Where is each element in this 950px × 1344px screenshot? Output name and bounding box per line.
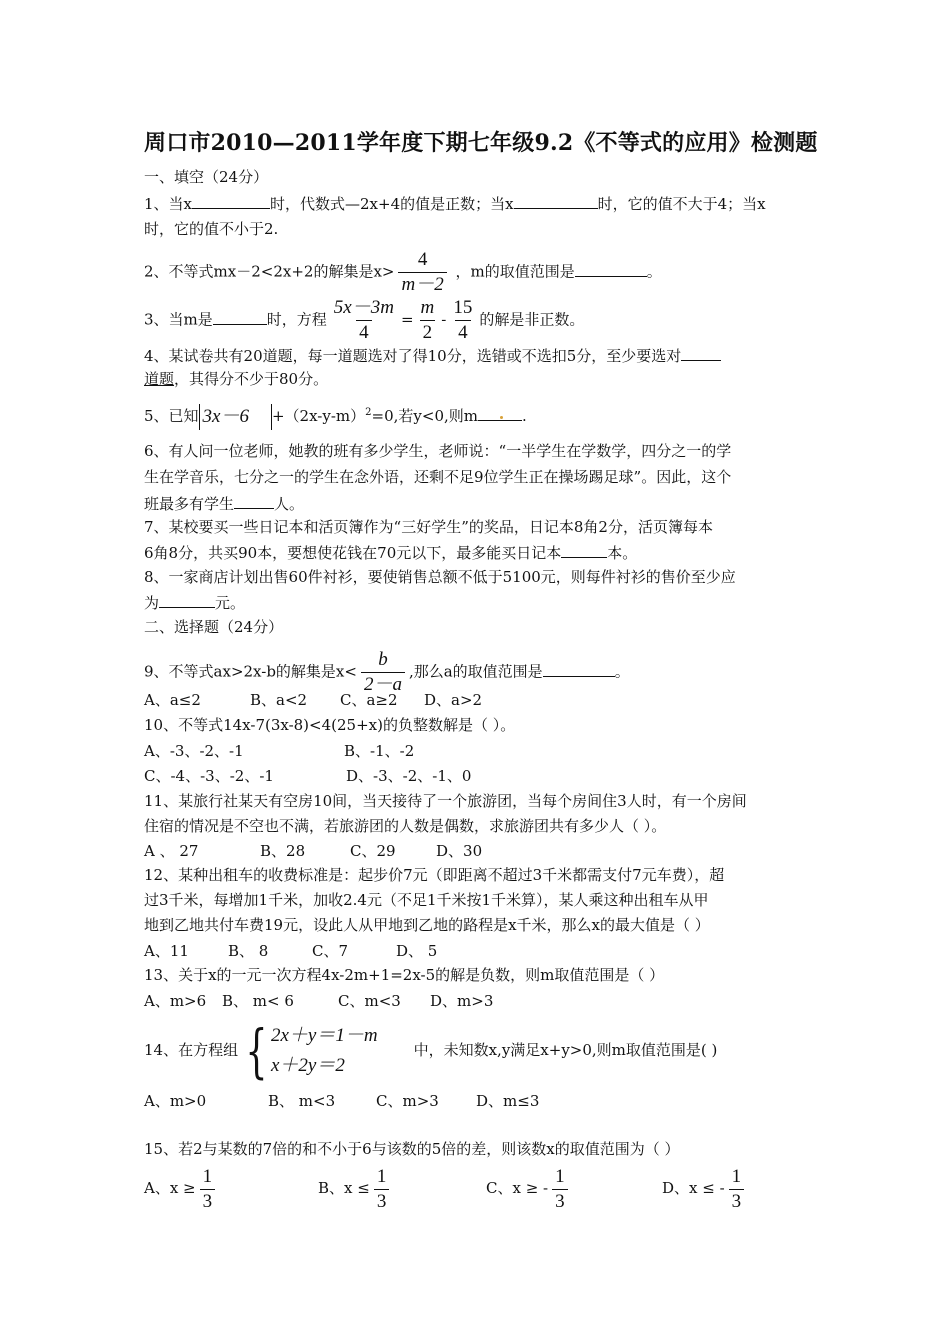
- question-7-line-2: 6角8分，共买90本，要想使花钱在70元以下，最多能买日记本 本。: [144, 541, 637, 564]
- section-choice-heading: 二、选择题（24分）: [144, 618, 284, 636]
- question-10: 10、不等式14x-7(3x-8)<4(25+x)的负整数解是（ ）。: [144, 716, 516, 734]
- answer-blank[interactable]: [478, 404, 522, 421]
- option-b[interactable]: B、 m< 6: [222, 992, 294, 1010]
- question-12-line-1: 12、某种出租车的收费标准是：起步价7元（即距离不超过3千米都需支付7元车费），超: [144, 866, 725, 884]
- question-15: 15、若2与某数的7倍的和不小于6与该数的5倍的差，则该数x的取值范围为（ ）: [144, 1140, 680, 1158]
- question-9-options: [144, 689, 482, 711]
- fraction: $\frac{15}{4}$: [453, 297, 473, 343]
- question-13-options: [144, 990, 493, 1012]
- question-11-options: [144, 840, 482, 862]
- answer-blank[interactable]: [159, 591, 215, 608]
- option-a[interactable]: A 、 27: [144, 842, 199, 860]
- fraction: $\frac{b}{2-a}$: [361, 648, 405, 697]
- section-fill-in-heading: 一、填空（24分）: [144, 168, 269, 186]
- fraction: $\frac{m}{2}$: [420, 297, 435, 343]
- option-d[interactable]: D、m≤3: [476, 1092, 540, 1110]
- option-b[interactable]: B、x ≤ $\frac{1}{3}$: [318, 1164, 486, 1214]
- option-a[interactable]: A、a≤2: [144, 691, 201, 709]
- question-1-line-1: 1、当x 时，代数式—2x+4的值是正数；当x 时，它的值不大于4；当x: [144, 192, 766, 215]
- question-14: 14、在方程组 { 2x＋y＝1－m x＋2y＝2 中，未知数x,y满足x+y>0,则m取值范围是( ): [144, 1017, 718, 1085]
- option-c[interactable]: C、m<3: [338, 992, 401, 1010]
- question-1-line-2: 时，它的值不小于2.: [144, 220, 279, 238]
- option-a[interactable]: A、m>0: [144, 1092, 207, 1110]
- absolute-value: 3x－6: [199, 404, 272, 430]
- question-8-line-1: 8、一家商店计划出售60件衬衫，要使销售总额不低于5100元，则每件衬衫的售价至少应: [144, 568, 736, 586]
- answer-blank[interactable]: [681, 344, 721, 361]
- question-6-line-2: 生在学音乐，七分之一的学生在念外语，还剩不足9位学生正在操场踢足球”。因此，这个: [144, 468, 732, 486]
- question-13: 13、关于x的一元一次方程4x-2m+1=2x-5的解是负数，则m取值范围是（ ）: [144, 966, 665, 984]
- question-2: 2、不等式mx－2<2x+2的解集是x> $\frac{4}{m-2}$ ，m的取值范围是 。: [144, 249, 662, 295]
- fraction: $\frac{1}{3}$: [374, 1165, 390, 1214]
- option-c[interactable]: C、-4、-3、-2、-1: [144, 767, 274, 785]
- question-9: 9、不等式ax>2x-b的解集是x< $\frac{b}{2-a}$ ,那么a的取值范围是 。: [144, 649, 630, 695]
- question-12-line-3: 地到乙地共付车费19元，设此人从甲地到乙地的路程是x千米，那么x的最大值是（ ）: [144, 916, 710, 934]
- question-10-options-row-1: [144, 740, 414, 762]
- question-12-options: [144, 940, 437, 962]
- question-12-line-2: 过3千米，每增加1千米，加收2.4元（不足1千米按1千米算），某人乘这种出租车从甲: [144, 891, 709, 909]
- answer-blank[interactable]: [213, 308, 267, 325]
- fraction: $\frac{1}{3}$: [729, 1165, 745, 1214]
- question-3: 3、当m是 时，方程 $\frac{5x-3m}{4}$ = $\frac{m}{2}$ - $\frac{15}{4}$ 的解是非正数。: [144, 297, 585, 343]
- question-4-line-1: 4、某试卷共有20道题，每一道题选对了得10分，选错或不选扣5分，至少要选对: [144, 344, 721, 367]
- question-6-line-1: 6、有人问一位老师，她教的班有多少学生，老师说：“一半学生在学数学，四分之一的学: [144, 442, 732, 460]
- question-8-line-2: 为 元。: [144, 591, 245, 614]
- question-4-line-2: 道题，其得分不少于80分。: [144, 370, 329, 388]
- option-c[interactable]: C、7: [312, 942, 349, 960]
- option-d[interactable]: D、m>3: [430, 992, 494, 1010]
- answer-blank[interactable]: [234, 492, 274, 509]
- option-d[interactable]: D、30: [436, 842, 483, 860]
- option-c[interactable]: C、m>3: [376, 1092, 439, 1110]
- option-a[interactable]: A、m>6: [144, 992, 207, 1010]
- option-b[interactable]: B、28: [260, 842, 306, 860]
- question-5: 5、已知 $3x-6 +(2x-y-m)^2=0$,若y<0,则m .: [144, 402, 527, 430]
- system-brace: {: [245, 1017, 268, 1085]
- option-a[interactable]: A、11: [144, 942, 189, 960]
- option-b[interactable]: B、a<2: [250, 691, 308, 709]
- page-title: 周口市2010—2011学年度下期七年级9.2《不等式的应用》检测题: [144, 130, 818, 156]
- question-7-line-1: 7、某校要买一些日记本和活页簿作为“三好学生”的奖品，日记本8角2分，活页簿每本: [144, 518, 713, 536]
- fraction: $\frac{1}{3}$: [200, 1165, 216, 1214]
- answer-blank[interactable]: [561, 541, 607, 558]
- option-b[interactable]: B、-1、-2: [344, 742, 415, 760]
- equation-system: 2x＋y＝1－m x＋2y＝2: [271, 1025, 378, 1076]
- answer-blank[interactable]: [543, 660, 615, 677]
- option-c[interactable]: C、29: [350, 842, 396, 860]
- option-d[interactable]: D、a>2: [424, 691, 483, 709]
- fraction: $\frac{1}{3}$: [552, 1165, 568, 1214]
- option-c[interactable]: C、a≥2: [340, 691, 398, 709]
- question-15-options: [144, 1164, 748, 1214]
- option-c[interactable]: C、x ≥ - $\frac{1}{3}$: [486, 1164, 662, 1214]
- option-a[interactable]: A、x ≥ $\frac{1}{3}$: [144, 1164, 318, 1214]
- answer-blank[interactable]: [514, 192, 598, 209]
- question-11-line-2: 住宿的情况是不空也不满，若旅游团的人数是偶数，求旅游团共有多少人（ ）。: [144, 817, 667, 835]
- answer-blank[interactable]: [192, 192, 270, 209]
- question-6-line-3: 班最多有学生 人。: [144, 492, 304, 515]
- fraction: $\frac{4}{m-2}$: [398, 248, 446, 297]
- fraction: $\frac{5x-3m}{4}$: [333, 297, 394, 343]
- option-d[interactable]: D、x ≤ - $\frac{1}{3}$: [662, 1179, 748, 1197]
- option-a[interactable]: A、-3、-2、-1: [144, 742, 244, 760]
- option-b[interactable]: B、 8: [228, 942, 269, 960]
- option-d[interactable]: D、-3、-2、-1、0: [346, 767, 472, 785]
- stray-dot: [500, 416, 503, 419]
- question-11-line-1: 11、某旅行社某天有空房10间，当天接待了一个旅游团，当每个房间住3人时，有一个房间: [144, 792, 747, 810]
- question-10-options-row-2: [144, 765, 471, 787]
- answer-blank[interactable]: [575, 260, 647, 277]
- question-14-options: [144, 1090, 539, 1112]
- option-b[interactable]: B、 m<3: [268, 1092, 336, 1110]
- option-d[interactable]: D、 5: [396, 942, 438, 960]
